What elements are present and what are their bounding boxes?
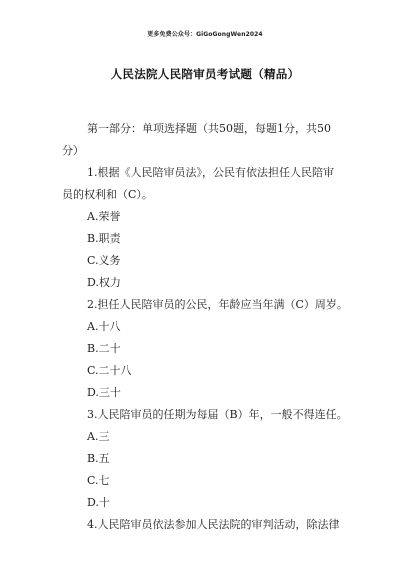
question-4-line1: 4.人民陪审员依法参加人民法院的审判活动，除法律 [87,518,340,531]
header-note: 更多免费公众号：GiGoGongWen2024 [147,31,263,38]
question-1-option-a: A.荣誉 [87,210,121,223]
question-2-option-b: B.二十 [87,342,121,355]
question-3-option-c: C.七 [87,474,110,487]
question-1-line2: 员的权利和（C）。 [62,188,153,201]
question-3-option-d: D.十 [87,496,110,509]
question-2-option-d: D.三十 [87,386,121,399]
question-3-line1: 3.人民陪审员的任期为每届（B）年，一般不得连任。 [87,408,348,421]
question-1-option-c: C.义务 [87,254,121,267]
page-title: 人民法院人民陪审员考试题（精品） [110,67,300,81]
question-1-option-d: D.权力 [87,276,121,289]
question-2-option-a: A.十八 [87,320,121,333]
question-2-option-c: C.二十八 [87,364,132,377]
question-3-option-b: B.五 [87,452,110,465]
question-1-option-b: B.职责 [87,232,121,245]
section-heading-line1: 第一部分：单项选择题（共50题，每题1分，共50 [87,122,331,135]
question-1-line1: 1.根据《人民陪审员法》，公民有依法担任人民陪审 [87,166,334,179]
question-2-line1: 2.担任人民陪审员的公民，年龄应当年满（C）周岁。 [87,298,348,311]
section-heading-line2: 分） [62,144,84,157]
question-3-option-a: A.三 [87,430,110,443]
